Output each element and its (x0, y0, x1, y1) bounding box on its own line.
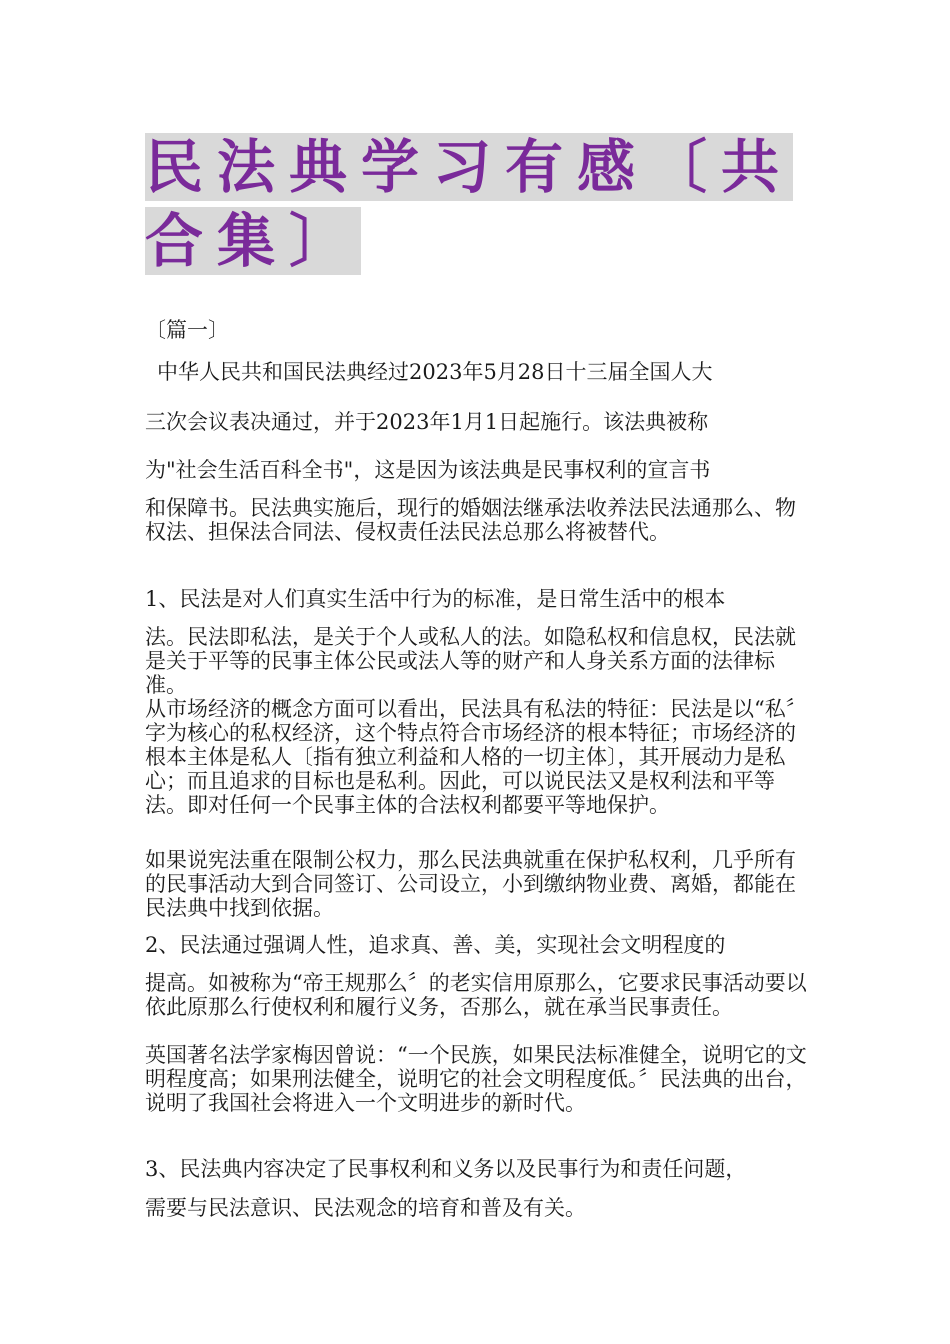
paragraph-line: 为"社会生活百科全书"，这是因为该法典是民事权利的宣言书 (145, 458, 711, 482)
document-title-text: 民法典学习有感〔共合集〕 (145, 133, 794, 275)
paragraph-line: 三次会议表决通过，并于2023年1月1日起施行。该法典被称 (145, 410, 709, 434)
list-item-heading: 2、民法通过强调人性，追求真、善、美，实现社会文明程度的 (145, 933, 726, 957)
paragraph-text: 提高。如被称为“帝王规那么〞的老实信用原那么，它要求民事活动要以依此原那么行使权利和履行义务，否那么，就在承当民事责任。 (145, 971, 807, 1019)
paragraph-text: 英国著名法学家梅因曾说：“一个民族，如果民法标准健全，说明它的文明程度高；如果刑法健全，说明它的社会文明程度低。〞民法典的出台，说明了我国社会将进入一个文明进步的新时代。 (145, 1043, 807, 1115)
paragraph-line: 需要与民法意识、民法观念的培育和普及有关。 (145, 1196, 586, 1220)
paragraph-line: 中华人民共和国民法典经过2023年5月28日十三届全国人大 (157, 360, 713, 384)
list-item-heading: 3、民法典内容决定了民事权利和义务以及民事行为和责任问题， (145, 1157, 747, 1181)
paragraph-text: 如果说宪法重在限制公权力，那么民法典就重在保护私权利，几乎所有的民事活动大到合同签订、公司设立，小到缴纳物业费、离婚，都能在民法典中找到依据。 (145, 848, 796, 920)
document-title (145, 130, 815, 278)
section-label: 〔篇一〕 (145, 318, 229, 342)
paragraph-text: 从市场经济的概念方面可以看出，民法具有私法的特征：民法是以“私〞字为核心的私权经济，这个特点符合市场经济的根本特征；市场经济的根本主体是私人〔指有独立利益和人格的一切主体〕，其开展动力是私心；而且追求的目标也是私利。因此，可以说民法又是权利法和平等法。即对任何一个民事主体的合法权利都要平等地保护。 (145, 697, 807, 817)
list-item-heading: 1、民法是对人们真实生活中行为的标准，是日常生活中的根本 (145, 587, 726, 611)
paragraph-text: 法。民法即私法，是关于个人或私人的法。如隐私权和信息权，民法就是关于平等的民事主体公民或法人等的财产和人身关系方面的法律标准。 (145, 625, 796, 697)
paragraph-text: 和保障书。民法典实施后，现行的婚姻法继承法收养法民法通那么、物权法、担保法合同法、侵权责任法民法总那么将被替代。 (145, 496, 796, 544)
